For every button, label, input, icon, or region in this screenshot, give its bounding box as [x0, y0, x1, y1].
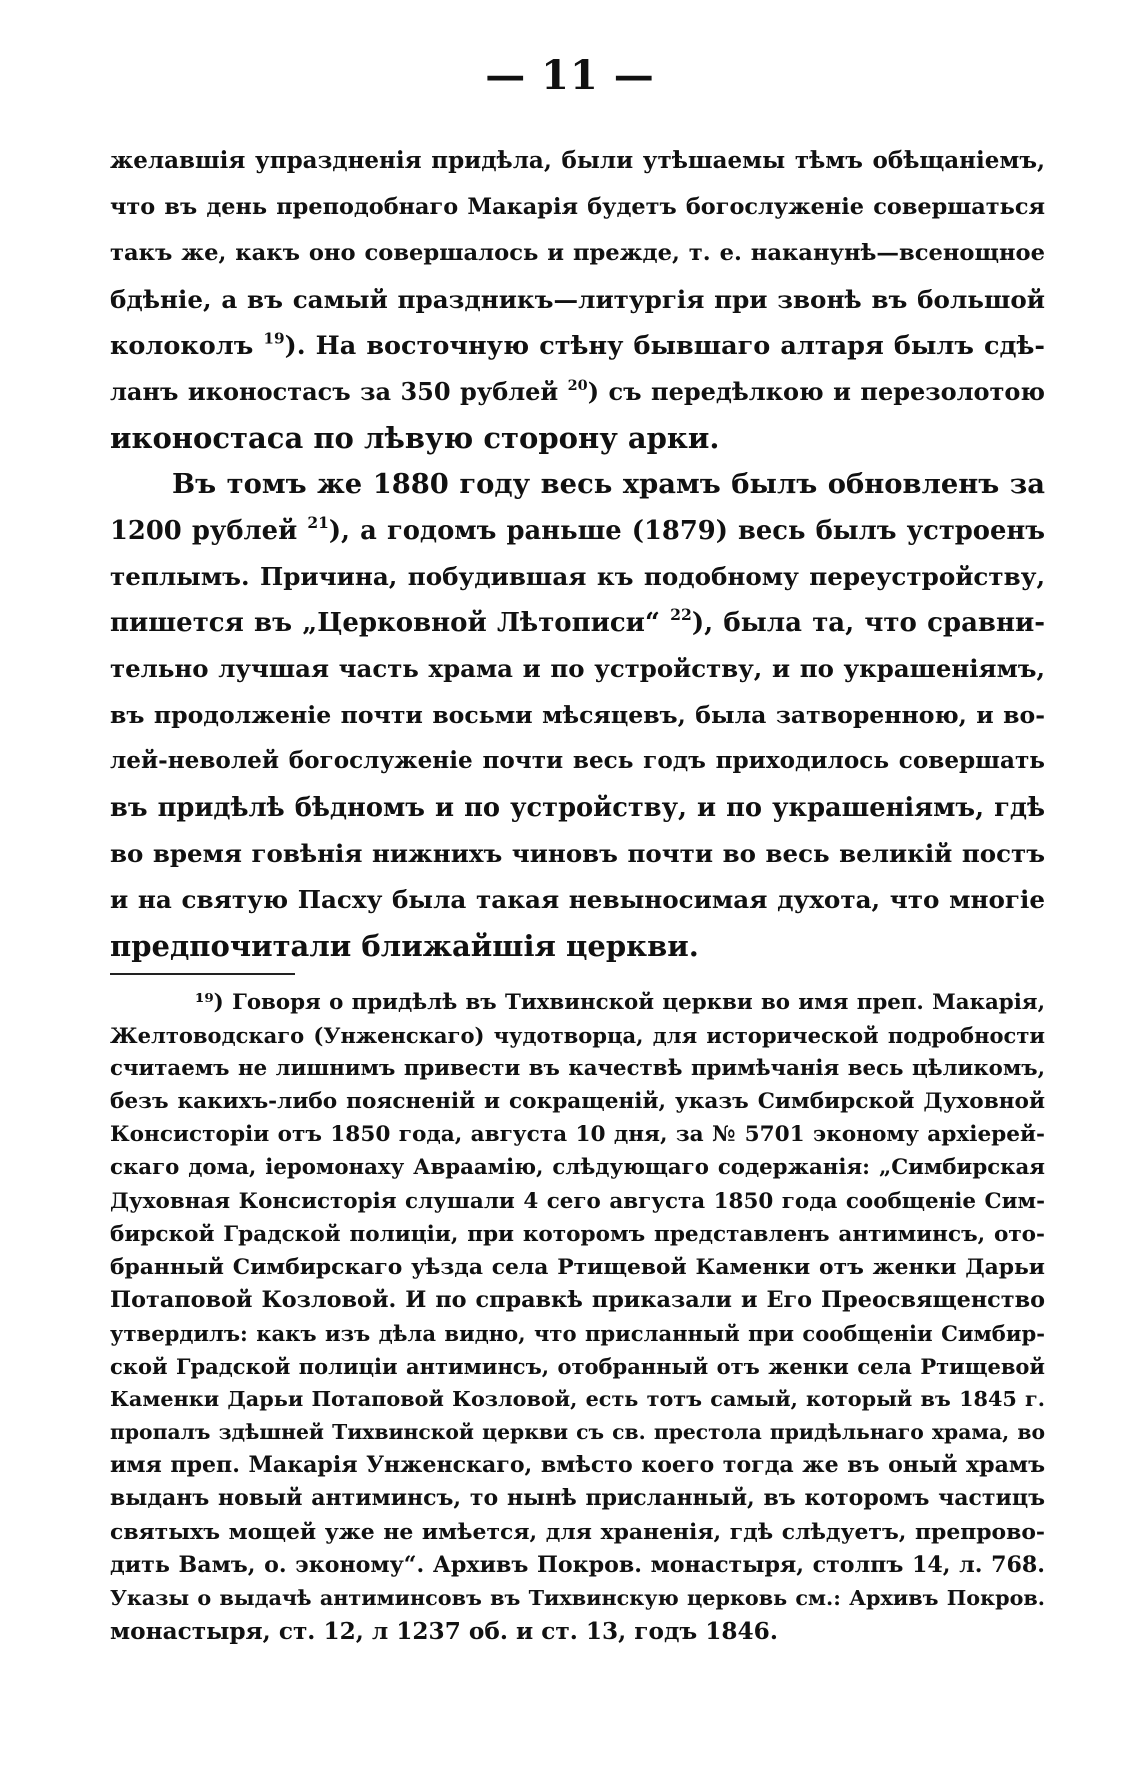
- text-line: Въ томъ же 1880 году весь храмъ былъ обновленъ за: [172, 468, 1045, 501]
- text-fragment: ). На восточную стѣну бывшаго алтаря былъ сдѣ-: [284, 330, 1045, 361]
- footnote-ref-21: 21: [307, 512, 329, 532]
- footnote-line: дить Вамъ, о. эконому“. Архивъ Покров. монастыря, столпъ 14, л. 768.: [110, 1551, 1045, 1578]
- footnote-19: [110, 986, 1045, 1648]
- text-fragment: ), а годомъ раньше (1879) весь былъ устроенъ: [328, 515, 1046, 546]
- footnote-line: безъ какихъ-либо поясненій и сокращеній, указъ Симбирской Духовной: [110, 1089, 1045, 1115]
- text-line: что въ день преподобнаго Макарія будетъ богослуженіе совершаться: [110, 194, 1045, 221]
- footnote-line: Каменки Дарьи Потаповой Козловой, есть тотъ самый, который въ 1845 г.: [110, 1387, 1045, 1412]
- footnote-ref-19: 19: [263, 329, 285, 348]
- text-line: бдѣніе, а въ самый праздникъ—литургія при звонѣ въ большой: [110, 284, 1045, 314]
- footnote-line: ской Градской полиціи антиминсъ, отобранный отъ женки села Ртищевой: [110, 1354, 1045, 1380]
- text-line: желавшія упраздненія придѣла, были утѣшаемы тѣмъ обѣщаніемъ,: [110, 147, 1045, 174]
- main-text: [110, 138, 1045, 969]
- text-fragment: ), была та, что сравни-: [691, 607, 1045, 638]
- text-line: и на святую Пасху была такая невыносимая духота, что многіе: [110, 885, 1045, 914]
- text-line: тельно лучшая часть храма и по устройству, и по украшеніямъ,: [110, 654, 1045, 684]
- text-line: во время говѣнія нижнихъ чиновъ почти во весь великій постъ: [110, 838, 1045, 868]
- text-line: предпочитали ближайшія церкви.: [110, 929, 699, 964]
- footnote-line: Потаповой Козловой. И по справкѣ приказали и Его Преосвященство: [110, 1286, 1045, 1313]
- text-line: въ продолженіе почти восьми мѣсяцевъ, была затворенною, и во-: [110, 701, 1045, 730]
- footnote-line: утвердилъ: какъ изъ дѣла видно, что присланный при сообщеніи Симбир-: [110, 1320, 1045, 1346]
- text-line: [110, 600, 1045, 646]
- text-line: [110, 369, 1045, 415]
- footnote-line: Желтоводскаго (Унженскаго) чудотворца, для исторической подробности: [110, 1023, 1045, 1049]
- text-line: въ придѣлѣ бѣдномъ и по устройству, и по украшеніямъ, гдѣ: [110, 792, 1045, 823]
- text-line: такъ же, какъ оно совершалось и прежде, т. е. наканунѣ—всенощное: [110, 240, 1045, 267]
- text-line: теплымъ. Причина, побудившая къ подобному переустройству,: [110, 561, 1045, 591]
- text-fragment: ) съ передѣлкою и перезолотою: [587, 376, 1045, 406]
- footnote-line: пропалъ здѣшней Тихвинской церкви съ св. престола придѣльнаго храма, во: [110, 1420, 1045, 1445]
- text-line: [110, 323, 1045, 369]
- text-line: [110, 508, 1045, 554]
- footnote-ref-22: 22: [670, 604, 692, 624]
- text-fragment: Говоря о придѣлѣ въ Тихвинской церкви во имя преп. Макарія,: [232, 990, 1045, 1015]
- text-line: лей-неволей богослуженіе почти весь годъ приходилось совершать: [110, 747, 1045, 775]
- text-fragment: пишется въ „Церковной Лѣтописи“: [110, 607, 660, 638]
- text-fragment: колоколъ: [110, 330, 254, 361]
- footnote-line: бирской Градской полиціи, при которомъ представленъ антиминсъ, ото-: [110, 1221, 1045, 1247]
- footnote-line: скаго дома, іеромонаху Авраамію, слѣдующаго содержанія: „Симбирская: [110, 1155, 1045, 1181]
- page-number: — 11 —: [485, 52, 655, 99]
- footnote-line: бранный Симбирскаго уѣзда села Ртищевой Каменки отъ женки Дарьи: [110, 1254, 1045, 1280]
- footnote-line: Указы о выдачѣ антиминсовъ въ Тихвинскую церковь см.: Архивъ Покров.: [110, 1585, 1045, 1610]
- footnote-line: выданъ новый антиминсъ, то нынѣ присланный, въ которомъ частицъ: [110, 1485, 1045, 1512]
- footnote-line: считаемъ не лишнимъ привести въ качествѣ примѣчанія весь цѣликомъ,: [110, 1056, 1045, 1082]
- footnote-marker: ¹⁹): [195, 990, 224, 1015]
- footnote-line: Консисторіи отъ 1850 года, августа 10 дня, за № 5701 эконому архіерей-: [110, 1122, 1045, 1148]
- footnote-line: Духовная Консисторія слушали 4 сего августа 1850 года сообщеніе Сим-: [110, 1188, 1045, 1214]
- text-fragment: 1200 рублей: [110, 515, 298, 546]
- footnote-line: святыхъ мощей уже не имѣется, для храненія, гдѣ слѣдуетъ, препрово-: [110, 1518, 1045, 1545]
- footnote-divider: [110, 973, 295, 975]
- footnote-ref-20: 20: [567, 376, 588, 394]
- footnote-line: [110, 986, 1045, 1019]
- text-fragment: ланъ иконостасъ за 350 рублей: [110, 376, 559, 406]
- footnote-line: имя преп. Макарія Унженскаго, вмѣсто коего тогда же въ оный храмъ: [110, 1452, 1045, 1479]
- text-line: иконостаса по лѣвую сторону арки.: [110, 421, 720, 456]
- footnote-line: монастыря, ст. 12, л 1237 об. и ст. 13, годъ 1846.: [110, 1617, 778, 1645]
